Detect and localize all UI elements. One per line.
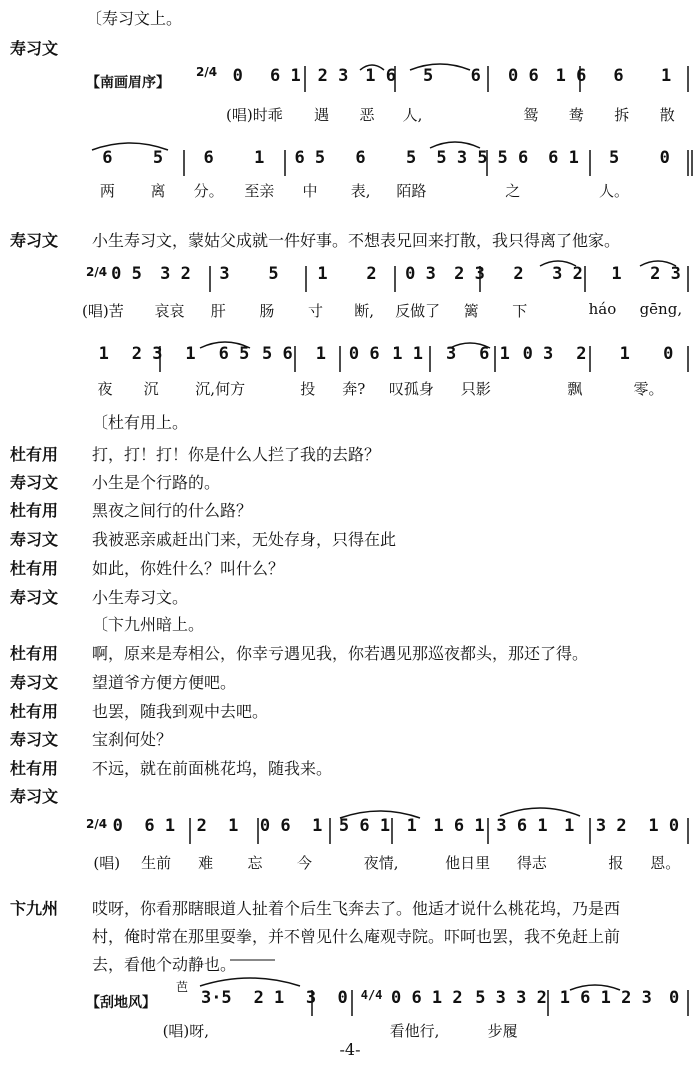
note: 1 bbox=[661, 66, 672, 86]
lyric: (唱)苦 bbox=[82, 302, 124, 320]
lyric: 反做了 bbox=[395, 302, 441, 320]
lyric: 分。 bbox=[193, 182, 224, 200]
lyric: 生前 bbox=[141, 854, 172, 872]
role-label-shou: 寿习文 bbox=[10, 588, 59, 607]
spoken-line: 不远，就在前面桃花坞，随我来。 bbox=[92, 759, 333, 778]
role-label-shou: 寿习文 bbox=[10, 473, 59, 492]
note: 1 bbox=[611, 264, 622, 284]
note: 6 bbox=[102, 148, 113, 168]
note: 1 6 1 2 3 bbox=[559, 988, 652, 1008]
lyric: gēng, bbox=[639, 300, 683, 318]
note: 1 bbox=[254, 148, 265, 168]
spoken-line: 小生寿习文。 bbox=[92, 588, 189, 607]
note: 0 3 bbox=[522, 344, 554, 364]
note: 1 bbox=[98, 344, 109, 364]
note: 6 5 bbox=[218, 344, 250, 364]
note: 2 3 bbox=[131, 344, 163, 364]
note: 6 1 bbox=[479, 344, 510, 364]
note: 0 bbox=[669, 988, 680, 1008]
lyric: 散 bbox=[659, 106, 675, 124]
note: 1 bbox=[315, 344, 326, 364]
lyric: 表, bbox=[350, 182, 371, 200]
lyric: 奔? bbox=[342, 380, 366, 398]
lyric: 沉,何方 bbox=[195, 380, 246, 398]
lyric: 得志 bbox=[516, 854, 547, 872]
note: 5 bbox=[405, 148, 417, 168]
lyric: 飘 bbox=[567, 380, 583, 398]
lyric: 今 bbox=[296, 854, 312, 872]
time-signature: 2/4 bbox=[86, 265, 108, 279]
lyric: 报 bbox=[608, 854, 624, 872]
note: 0 bbox=[663, 344, 674, 364]
spoken-line: 黑夜之间行的什么路？ bbox=[92, 501, 253, 520]
lyric: 鸯 bbox=[568, 106, 584, 124]
lyric: 他日里 bbox=[445, 854, 491, 872]
percussion-marker: 芭 bbox=[176, 980, 189, 994]
time-signature: 4/4 bbox=[360, 988, 383, 1002]
lyric: 人。 bbox=[599, 182, 630, 200]
lyric: 断, bbox=[354, 302, 374, 320]
note: 1 6 bbox=[365, 66, 396, 86]
lyric: 两 bbox=[99, 182, 115, 200]
role-label-shou: 寿习文 bbox=[10, 231, 59, 250]
lyric: 看他行, bbox=[389, 1022, 440, 1040]
role-label-shou: 寿习文 bbox=[10, 39, 59, 58]
role-label-shou: 寿习文 bbox=[10, 530, 59, 549]
note: 6 bbox=[355, 148, 366, 168]
note: 6 1 bbox=[144, 816, 176, 836]
lyric: 篱 bbox=[463, 302, 479, 320]
lyric: 夜 bbox=[97, 380, 113, 398]
note: 6 5 bbox=[294, 148, 326, 168]
note: 0 3 bbox=[405, 264, 436, 284]
lyric: háo bbox=[588, 300, 617, 318]
note: 1 bbox=[185, 344, 196, 364]
note: 5 bbox=[152, 148, 164, 168]
note: 1 bbox=[312, 816, 323, 836]
note: 3 bbox=[219, 264, 230, 284]
note: 5 bbox=[423, 66, 434, 86]
spoken-line: 我被恶亲戚赶出门来，无处存身，只得在此 bbox=[92, 530, 397, 549]
lyric: 拆 bbox=[614, 106, 630, 124]
tune-name-nanhuameixu: 【南画眉序】 bbox=[86, 75, 170, 91]
stage-direction-bian-enters: 〔卞九州暗上。 bbox=[92, 615, 205, 634]
spoken-line: 村，俺时常在那里耍拳，并不曾见什么庵观寺院。吓呵也罢，我不免赶上前 bbox=[92, 927, 621, 946]
note: 2 3 bbox=[454, 264, 485, 284]
role-label-shou: 寿习文 bbox=[10, 787, 59, 806]
note: 0 6 bbox=[259, 816, 291, 836]
note: 5 6 1 bbox=[338, 816, 391, 836]
lyric: 难 bbox=[198, 854, 214, 872]
role-label-shou: 寿习文 bbox=[10, 730, 59, 749]
lyric: (唱) bbox=[93, 854, 121, 872]
note: 0 6 1 2 bbox=[390, 988, 463, 1008]
lyric: 夜情, bbox=[363, 854, 399, 872]
note: 3 2 bbox=[160, 264, 191, 284]
stage-direction-shou-enters: 〔寿习文上。 bbox=[86, 9, 183, 28]
note: 2 bbox=[576, 344, 587, 364]
lyric: 陌路 bbox=[396, 182, 427, 200]
lyric: 恩。 bbox=[650, 854, 681, 872]
note: 5 6 bbox=[262, 344, 293, 364]
note: 0 bbox=[112, 816, 123, 836]
lyric: 只影 bbox=[460, 380, 491, 398]
time-signature: 2/4 bbox=[86, 817, 108, 831]
note: 0 5 bbox=[111, 264, 142, 284]
note: 1 bbox=[619, 344, 630, 364]
note: 6 bbox=[203, 148, 214, 168]
note: 5 bbox=[609, 148, 620, 168]
lyric: 之 bbox=[505, 182, 521, 200]
lyric: 下 bbox=[512, 302, 528, 320]
note: 3 bbox=[305, 988, 317, 1008]
spoken-line: 啊，原来是寿相公，你幸亏遇见我，你若遇见那巡夜都头，那还了得。 bbox=[92, 644, 589, 663]
lyric: (唱)呀, bbox=[162, 1022, 210, 1040]
lyric: 沉 bbox=[143, 380, 159, 398]
note: 5 3 5 bbox=[436, 148, 488, 168]
note: 6 1 bbox=[548, 148, 579, 168]
lyric: 遇 bbox=[314, 106, 330, 124]
note: 1 bbox=[564, 816, 575, 836]
spoken-line: 如此，你姓什么？叫什么？ bbox=[92, 559, 285, 578]
note: 6 bbox=[470, 66, 481, 86]
note: 6 bbox=[613, 66, 624, 86]
lyric: (唱)时乖 bbox=[226, 106, 283, 124]
note: 3·5 bbox=[200, 988, 232, 1008]
note: 0 6 bbox=[508, 66, 539, 86]
note: 1 bbox=[228, 816, 239, 836]
spoken-line: 望道爷方便方便吧。 bbox=[92, 673, 237, 692]
role-label-bian: 卞九州 bbox=[10, 899, 59, 918]
note: 3 6 1 bbox=[496, 816, 548, 836]
note: 2 3 bbox=[650, 264, 681, 284]
spoken-line: 宝刹何处？ bbox=[92, 730, 173, 749]
role-label-du: 杜有用 bbox=[10, 445, 59, 464]
note: 2 bbox=[366, 264, 377, 284]
spoken-line: 哎呀，你看那瞎眼道人扯着个后生飞奔去了。他适才说什么桃花坞，乃是西 bbox=[92, 899, 621, 918]
lyric: 恶 bbox=[359, 106, 375, 124]
lyric: 哀哀 bbox=[154, 302, 185, 320]
lyric: 人, bbox=[402, 106, 423, 124]
lyric: 投 bbox=[300, 380, 316, 398]
lyric: 至亲 bbox=[244, 182, 275, 200]
lyric: 肠 bbox=[259, 302, 275, 320]
lyric: 叹孤身 bbox=[388, 380, 434, 398]
lyric: 离 bbox=[150, 182, 166, 200]
note: 0 bbox=[337, 988, 348, 1008]
time-signature: 2/4 bbox=[196, 65, 218, 79]
lyric: 忘 bbox=[247, 854, 263, 872]
note: 6 1 bbox=[270, 66, 301, 86]
note: 0 bbox=[232, 66, 243, 86]
stage-direction-du-enters: 〔杜有用上。 bbox=[92, 413, 189, 432]
note: 5 bbox=[268, 264, 279, 284]
note: 2 1 bbox=[253, 988, 285, 1008]
spoken-line: 去，看他个动静也。 bbox=[92, 955, 237, 974]
lyric: 鸳 bbox=[523, 106, 539, 124]
page-number: -4- bbox=[339, 1040, 361, 1059]
note: 1 1 bbox=[392, 344, 424, 364]
role-label-du: 杜有用 bbox=[10, 501, 59, 520]
note: 0 6 bbox=[348, 344, 380, 364]
lyric: 肝 bbox=[210, 302, 226, 320]
note: 3 2 bbox=[595, 816, 627, 836]
note: 2 bbox=[196, 816, 207, 836]
role-label-du: 杜有用 bbox=[10, 559, 59, 578]
role-label-shou: 寿习文 bbox=[10, 673, 59, 692]
note: 1 bbox=[317, 264, 328, 284]
note: 1 0 bbox=[648, 816, 680, 836]
note: 1 6 bbox=[555, 66, 587, 86]
spoken-line: 小生是个行路的。 bbox=[92, 473, 221, 492]
note: 5 6 bbox=[497, 148, 529, 168]
tune-name-guadifeng: 【刮地风】 bbox=[86, 995, 156, 1011]
role-label-du: 杜有用 bbox=[10, 759, 59, 778]
note: 0 bbox=[659, 148, 670, 168]
note: 5 3 3 2 bbox=[475, 988, 547, 1008]
role-label-du: 杜有用 bbox=[10, 702, 59, 721]
note: 3 bbox=[445, 344, 457, 364]
spoken-line: 也罢，随我到观中去吧。 bbox=[92, 702, 269, 721]
spoken-line: 小生寿习文，蒙姑父成就一件好事。不想表兄回来打散，我只得离了他家。 bbox=[92, 231, 621, 250]
note: 3 2 bbox=[552, 264, 583, 284]
note: 2 3 bbox=[317, 66, 349, 86]
spoken-line: 打，打！打！你是什么人拦了我的去路？ bbox=[92, 445, 381, 464]
lyric: 寸 bbox=[307, 302, 323, 320]
note: 2 bbox=[513, 264, 524, 284]
lyric: 中 bbox=[302, 182, 318, 200]
lyric: 零。 bbox=[633, 380, 664, 398]
note: 1 6 1 bbox=[433, 816, 485, 836]
lyric: 步履 bbox=[487, 1022, 518, 1040]
note: 1 bbox=[406, 816, 417, 836]
role-label-du: 杜有用 bbox=[10, 644, 59, 663]
